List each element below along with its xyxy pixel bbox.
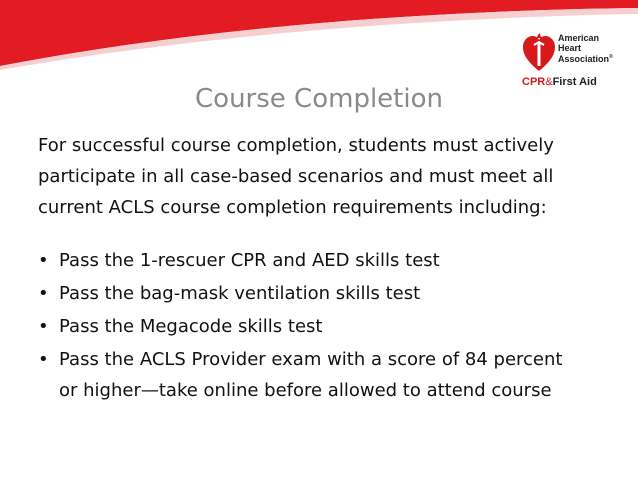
registered-mark: ® bbox=[609, 54, 613, 60]
slide-title: Course Completion bbox=[195, 84, 443, 114]
logo-tag-cpr: CPR bbox=[522, 76, 546, 88]
logo-tag-amp: & bbox=[545, 76, 553, 88]
slide-body bbox=[38, 130, 628, 408]
intro-paragraph: For successful course completion, students must actively participate in all case-based scenarios and must meet all current ACLS course completion requirements including: bbox=[38, 135, 554, 218]
heart-torch-icon bbox=[522, 33, 556, 73]
bullet-item: • Pass the Megacode skills test bbox=[38, 311, 628, 342]
bullet-item: • Pass the 1-rescuer CPR and AED skills test bbox=[38, 245, 628, 276]
requirements-list bbox=[38, 245, 628, 406]
bullet-item: • Pass the bag-mask ventilation skills test bbox=[38, 278, 628, 309]
logo-tag-first-aid: First Aid bbox=[552, 76, 597, 88]
bullet-item: • Pass the ACLS Provider exam with a score of 84 percent or higher—take online before allowed to attend course bbox=[38, 344, 628, 406]
logo-org-text: American Heart Association bbox=[558, 33, 610, 64]
logo-organization-name bbox=[558, 34, 613, 65]
